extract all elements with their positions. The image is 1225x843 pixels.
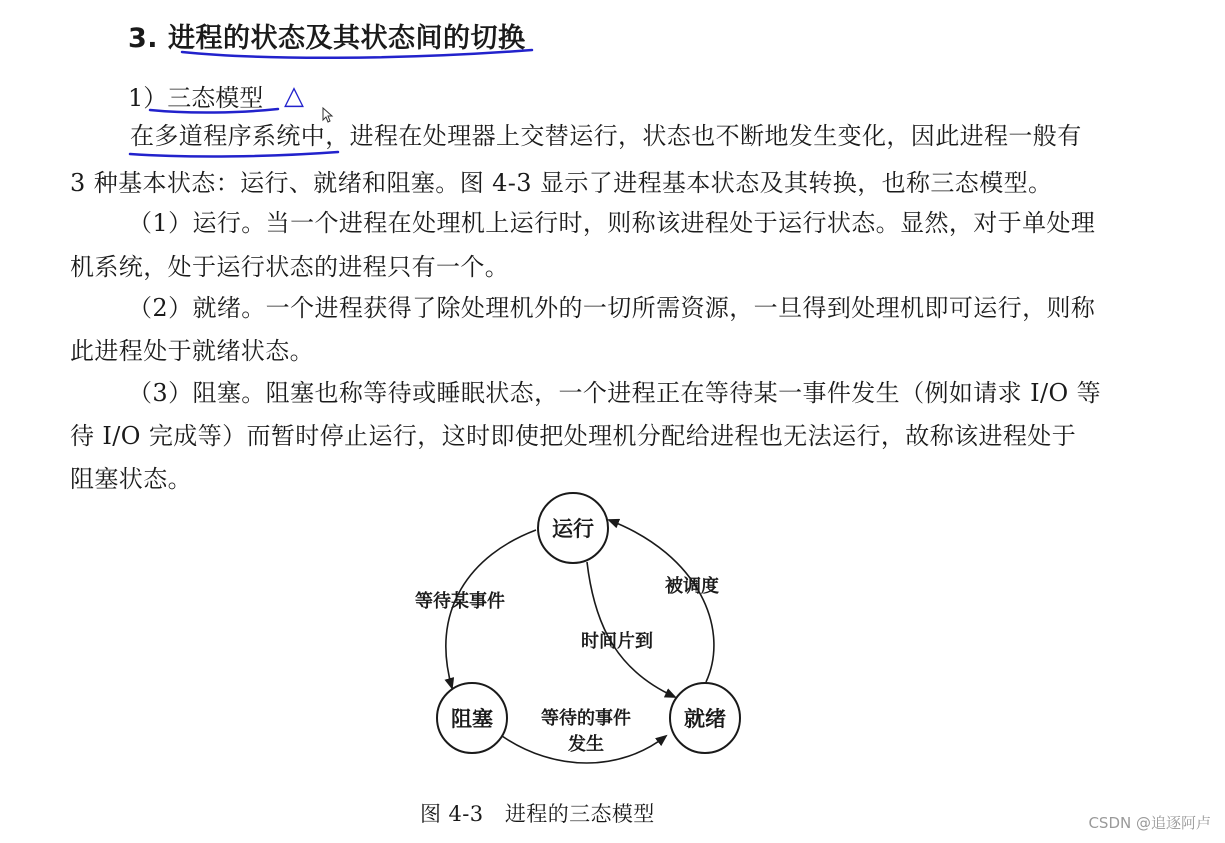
- state-node-blocked: [437, 683, 507, 753]
- state-label-running: 运行: [552, 517, 594, 541]
- mouse-pointer-icon: [323, 108, 332, 122]
- subtitle-underline-ink: [150, 109, 278, 113]
- subsection-number: 1）: [128, 84, 168, 112]
- edge-running-to-ready: [587, 562, 675, 697]
- paragraph-2-line-2: 机系统，处于运行状态的进程只有一个。: [70, 253, 510, 281]
- paragraph-4-line-3: 阻塞状态。: [70, 465, 192, 493]
- paragraph-1-line-1: 在多道程序系统中，进程在处理器上交替运行，状态也不断地发生变化，因此进程一般有: [130, 122, 1082, 150]
- edge-ready-to-running: [609, 520, 714, 682]
- edge-label-scheduled: 被调度: [665, 576, 719, 597]
- paragraph-1-line-2: 3 种基本状态：运行、就绪和阻塞。图 4-3 显示了进程基本状态及其转换，也称三态模型。: [70, 169, 1053, 197]
- subsection-title: 三态模型: [167, 84, 264, 112]
- edge-label-wait-event: 等待某事件: [415, 591, 505, 612]
- edge-label-event-occurred-1: 等待的事件: [541, 708, 631, 729]
- paragraph-4-line-2: 待 I/O 完成等）而暂时停止运行，这时即使把处理机分配给进程也无法运行，故称该进程处于: [70, 422, 1077, 450]
- section-title: 进程的状态及其状态间的切换: [167, 23, 526, 54]
- figure-caption: 图 4-3 进程的三态模型: [420, 802, 655, 826]
- state-node-ready: [670, 683, 740, 753]
- edge-label-event-occurred-2: 发生: [568, 734, 604, 755]
- paragraph-3-line-2: 此进程处于就绪状态。: [70, 337, 314, 365]
- paragraph-4-line-1: （3）阻塞。阻塞也称等待或睡眠状态，一个进程正在等待某一事件发生（例如请求 I/O 等: [128, 379, 1101, 407]
- sentence-underline-ink: [130, 152, 338, 156]
- edge-label-time-slice: 时间片到: [581, 631, 653, 652]
- state-label-ready: 就绪: [684, 707, 726, 731]
- state-label-blocked: 阻塞: [451, 707, 493, 731]
- watermark: CSDN @追逐阿卢: [1088, 814, 1211, 832]
- state-node-running: [538, 493, 608, 563]
- title-underline-ink: [182, 50, 532, 58]
- paragraph-2-line-1: （1）运行。当一个进程在处理机上运行时，则称该进程处于运行状态。显然，对于单处理: [128, 209, 1096, 237]
- triangle-mark-icon: △: [284, 81, 304, 111]
- paragraph-3-line-1: （2）就绪。一个进程获得了除处理机外的一切所需资源，一旦得到处理机即可运行，则称: [128, 294, 1096, 322]
- section-number: 3.: [128, 23, 159, 54]
